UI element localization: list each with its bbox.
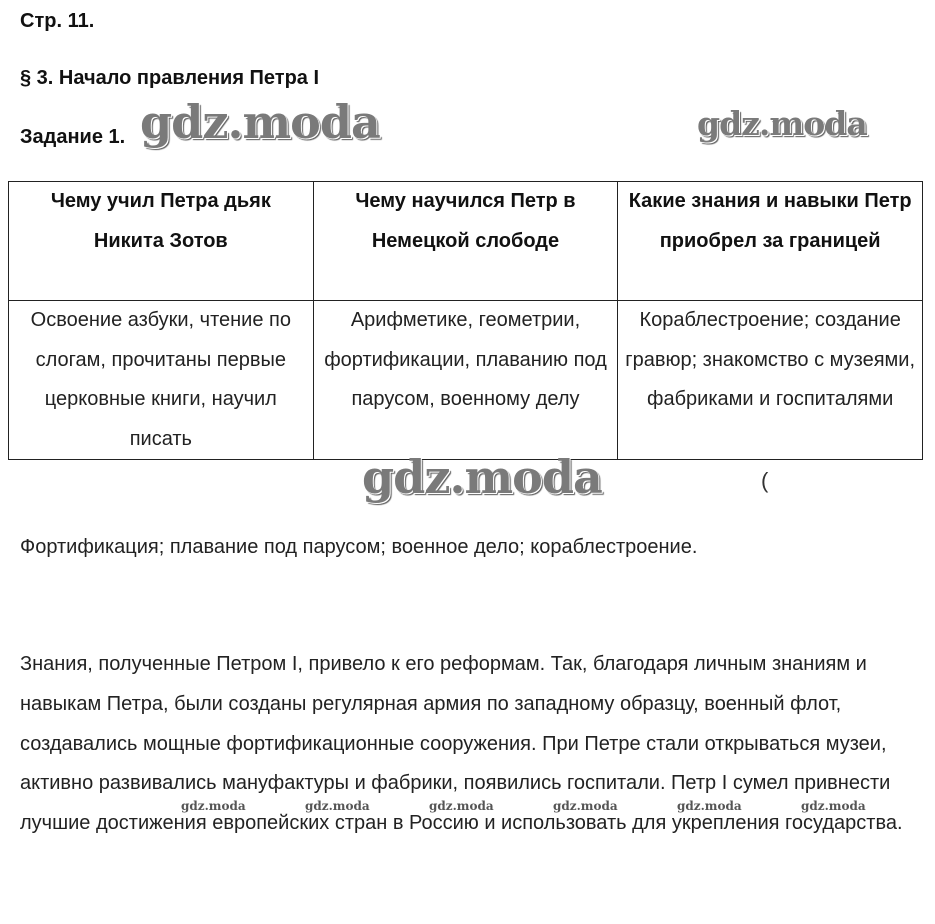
- watermark-logo: gdz.moda: [140, 95, 380, 149]
- table-header-cell: Чему научился Петр в Немецкой слободе: [313, 182, 618, 301]
- watermark-small: gdz.moda: [677, 799, 742, 813]
- stray-mark: (: [761, 468, 769, 493]
- answer-task-2: Фортификация; плавание под парусом; военное дело; кораблестроение.: [20, 536, 698, 558]
- watermark-small: gdz.moda: [305, 799, 370, 813]
- watermark-logo: gdz.moda: [362, 450, 602, 504]
- watermark-small: gdz.moda: [553, 799, 618, 813]
- watermark-small: gdz.moda: [181, 799, 246, 813]
- table-cell: Арифметике, геометрии, фортификации, плаванию под парусом, военному делу: [313, 301, 618, 460]
- answer-task-3: Знания, полученные Петром I, привело к его реформам. Так, благодаря личным знаниям и навыкам Петра, были созданы регулярная армия по западному образцу, военный флот, создавались мощные фортификационные сооружения. При Петре стали открываться музеи, активно развивались мануфактуры и фабрики, появились госпитали. Петр I сумел привнести лучшие достижения европейских стран в Россию и использовать для укрепления государства.: [20, 653, 903, 835]
- table-header-row: [9, 182, 923, 301]
- table-cell: Кораблестроение; создание гравюр; знакомство с музеями, фабриками и госпиталями: [618, 301, 923, 460]
- table-cell: Освоение азбуки, чтение по слогам, прочитаны первые церковные книги, научил писать: [9, 301, 314, 460]
- table-header-cell: Чему учил Петра дьяк Никита Зотов: [9, 182, 314, 301]
- watermark-small: gdz.moda: [429, 799, 494, 813]
- page-label: Стр. 11.: [20, 10, 95, 32]
- task-label: Задание 1.: [20, 126, 126, 148]
- section-title: § 3. Начало правления Петра I: [20, 67, 320, 89]
- watermark-logo: gdz.moda: [697, 104, 867, 143]
- table-header-cell: Какие знания и навыки Петр приобрел за границей: [618, 182, 923, 301]
- table-row: [9, 301, 923, 460]
- answer-table: [8, 181, 923, 460]
- watermark-small: gdz.moda: [801, 799, 866, 813]
